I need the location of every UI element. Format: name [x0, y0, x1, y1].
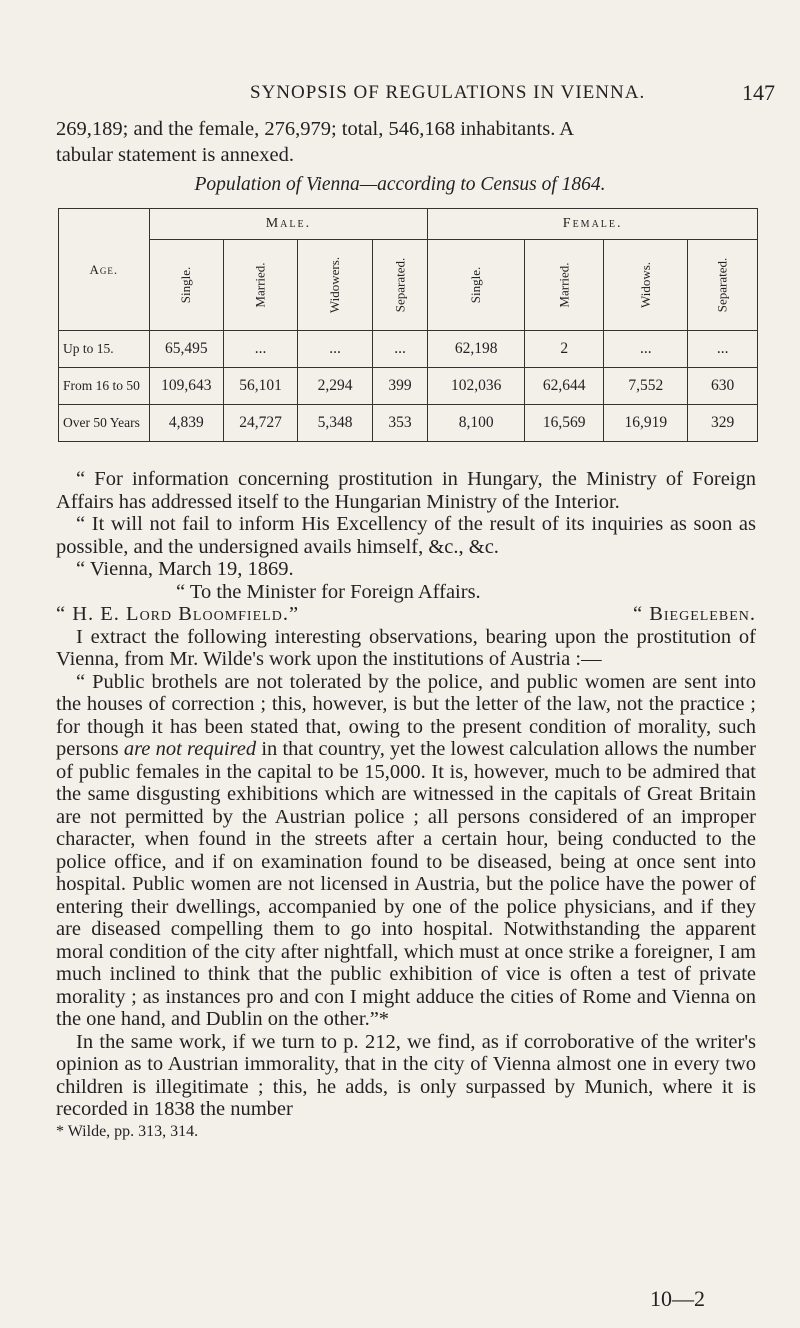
page-header [110, 80, 775, 110]
table-cell: 2,294 [298, 368, 373, 405]
intro-line-1: 269,189; and the female, 276,979; total, 546,168 inhabitants. A [56, 118, 575, 140]
intro-paragraph [56, 116, 756, 168]
column-header: Single. [428, 240, 525, 331]
signatory: “ Biegeleben. [632, 603, 756, 625]
table-cell: 16,919 [604, 405, 688, 442]
table-row [59, 405, 758, 442]
column-header: Married. [525, 240, 604, 331]
table-cell: 8,100 [428, 405, 525, 442]
table-row [59, 368, 758, 405]
column-header: Single. [149, 240, 223, 331]
table-cell: 109,643 [149, 368, 223, 405]
signature-row [56, 603, 756, 626]
table-cell: ... [688, 331, 758, 368]
footnote: * Wilde, pp. 313, 314. [56, 1122, 199, 1140]
table-cell: 62,644 [525, 368, 604, 405]
table-cell: ... [372, 331, 428, 368]
paragraph: “ For information concerning prostitution in Hungary, the Ministry of Foreign Affairs has addressed itself to the Hungarian Ministry of the Interior. [56, 468, 756, 513]
paragraph: “ It will not fail to inform His Excellency of the result of its inquiries as soon as possible, and the undersigned avails himself, &c., &c. [56, 513, 756, 558]
table-cell: 2 [525, 331, 604, 368]
age-header: Age. [59, 209, 150, 331]
column-header: Married. [223, 240, 297, 331]
table-cell: ... [223, 331, 297, 368]
table-cell: ... [298, 331, 373, 368]
column-header: Widows. [604, 240, 688, 331]
paragraph: “ Vienna, March 19, 1869. [76, 558, 294, 580]
paragraph: In the same work, if we turn to p. 212, we find, as if corroborative of the writer's opinion as to Austrian immorality, that in the city of Vienna almost one in every two children is illegitimate ; this, he adds, is only surpassed by Munich, where it is recorded in 1838 the number [56, 1030, 756, 1120]
table-cell: 24,727 [223, 405, 297, 442]
table-cell: 56,101 [223, 368, 297, 405]
table-cell: 5,348 [298, 405, 373, 442]
signature-mark: 10—2 [650, 1286, 705, 1311]
population-table [58, 208, 758, 442]
italic-phrase: are not required [123, 738, 257, 760]
table-cell: 16,569 [525, 405, 604, 442]
table-cell: 4,839 [149, 405, 223, 442]
intro-line-2: tabular statement is annexed. [56, 144, 294, 166]
male-header: Male. [149, 209, 428, 240]
addressee: “ H. E. Lord Bloomfield.” [56, 603, 300, 625]
table-cell: 7,552 [604, 368, 688, 405]
body-text [56, 468, 756, 1143]
table-cell: 65,495 [149, 331, 223, 368]
table-cell: 353 [372, 405, 428, 442]
table-cell: 102,036 [428, 368, 525, 405]
table-cell: ... [604, 331, 688, 368]
column-header: Separated. [372, 240, 428, 331]
age-cell: Over 50 Years [59, 405, 150, 442]
female-header: Female. [428, 209, 758, 240]
table-caption: Population of Vienna—according to Census of 1864. [194, 174, 606, 195]
table-cell: 62,198 [428, 331, 525, 368]
column-header: Separated. [688, 240, 758, 331]
table-row [59, 331, 758, 368]
paragraph: I extract the following interesting observations, bearing upon the prostitution of Vienna, from Mr. Wilde's work upon the institutions of Austria :— [56, 625, 756, 670]
page-number: 147 [742, 80, 775, 105]
running-title: SYNOPSIS OF REGULATIONS IN VIENNA. [250, 82, 646, 103]
paragraph: “ To the Minister for Foreign Affairs. [176, 580, 481, 603]
table-cell: 329 [688, 405, 758, 442]
quote-paragraph: “ Public brothels are not tolerated by the police, and public women are sent into the houses of correction ; this, however, is but the letter of the law, not the practice ; for though it has been stated that, owing to the present condition of morality, such persons are not required in that country, yet the lowest calculation allows the number of public females in the capital to be 15,000. It is, however, much to be admired that the same disgusting exhibitions which are witnessed in the capitals of Great Britain are not permitted by the Austrian police ; all persons considered of an improper character, when found in the streets after a certain hour, being conducted to the police office, and if on examination found to be diseased, being at once sent into hospital. Public women are not licensed in Austria, but the police have the power of entering their dwellings, accompanied by one of the police physicians, and if they are diseased compelling them to go into hospital. Notwithstanding the apparent moral condition of the city after nightfall, which must at once strike a foreigner, I am much inclined to think that the public exhibition of vice is often a test of private morality ; as instances pro and con I might adduce the cities of Rome and Vienna on the one hand, and Dublin on the other.”* [56, 670, 757, 1030]
age-cell: Up to 15. [59, 331, 150, 368]
column-header: Widowers. [298, 240, 373, 331]
table-cell: 399 [372, 368, 428, 405]
age-cell: From 16 to 50 [59, 368, 150, 405]
table-cell: 630 [688, 368, 758, 405]
